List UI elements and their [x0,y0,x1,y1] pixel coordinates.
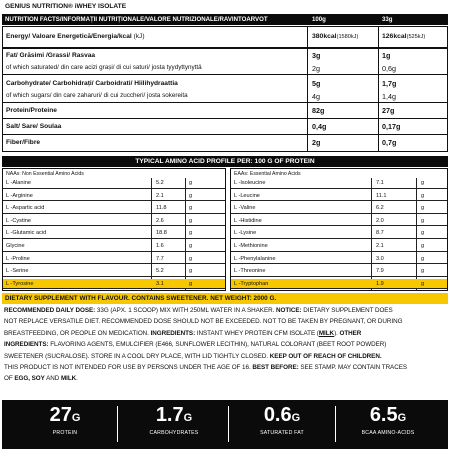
amino-value: 2.0 [376,217,384,224]
sugars-label: of which sugars/ din care zaharuri/ di cui zuccheri/ josta sokereita [6,92,188,99]
text-line-dose: RECOMMENDED DAILY DOSE: 33G (APX. 1 SCOOP) MIX WITH 250ML WATER IN A SHAKER. NOTICE: DIETARY SUPPLEMENT DOES [4,307,393,314]
amino-value: 5.2 [156,268,164,275]
stat-carbohydrates: 1.7G CARBOHYDRATES [149,404,199,436]
protein-33g: 27g [382,106,395,115]
amino-row [231,191,447,202]
non-essential-amino-table [2,168,226,291]
amino-value: 11.1 [376,192,387,199]
amino-value: 3.1 [156,280,164,287]
amino-value: 2.1 [376,243,384,249]
fiber-33g: 0,7g [382,138,397,147]
fiber-100g: 2g [312,138,321,147]
stat-bcaa: 6.5G BCAA AMINO-ACIDS [361,404,415,436]
amino-row [3,191,225,202]
amino-value: 1.6 [156,243,164,249]
amino-row [3,279,225,290]
amino-value: 7.7 [156,255,164,262]
text-line-allergens: OF EGG, SOY AND MILK. [4,375,78,383]
naa-heading: NAAs: Non Essential Amino Acids [6,171,84,177]
row-carbohydrate [3,75,447,103]
stat-saturated-fat: 0.6G SATURATED FAT [260,404,304,436]
amino-name: L -Serine [6,268,29,275]
amino-name: L -Histidine [234,217,262,224]
amino-value: 11.8 [156,205,167,212]
amino-name: L -Glutamic acid [6,230,47,237]
salt-100g: 0,4g [312,122,327,131]
text-line-notice: NOT REPLACE VERSATILE DIET. RECOMMENDED DOSE SHOULD NOT BE EXCEEDED. NOT TO BE TAKEN BY PREGNANT, OR DURING [4,318,403,326]
amino-unit: g [189,180,193,186]
amino-row [3,241,225,252]
amino-name: L -Proline [6,255,30,262]
text-line-other-ingredients: INGREDIENTS: FLAVORING AGENTS, EMULCIFIER (E466, SUNFLOWER LECITHIN), NATURAL COLORANT (BEET ROOT POWDER) [4,341,387,349]
fat-33g: 1g [382,51,391,60]
row-fat [3,49,447,75]
amino-row [3,266,225,277]
row-protein [3,103,447,119]
amino-unit: g [421,217,425,224]
amino-unit: g [421,230,425,237]
amino-row [231,178,447,189]
amino-name: L -Phenylalanine [234,255,276,262]
fat-100g: 3g [312,51,321,60]
amino-row [3,216,225,227]
eaa-heading: EAAs: Essential Amino Acids [234,171,301,177]
saturates-label: of which saturated/ din care acizi grași/ di cui saturi/ josta tyydyttynyttä [6,64,202,71]
energy-100g: 380kcal(1580kJ) [312,33,359,40]
amino-unit: g [189,280,193,287]
fiber-label: Fiber/Fibre [6,139,41,146]
essential-amino-table [230,168,448,291]
amino-unit: g [189,192,193,199]
text-line-ingredients: BREASTFEEDING, OR PEOPLE ON MEDICATION. INGREDIENTS: INSTANT WHEY PROTEIN CFM ISOLATE (MILK). OTHER [4,329,362,337]
amino-value: 3.0 [376,255,384,262]
row-energy [3,27,447,49]
amino-unit: g [189,255,193,262]
dietary-supplement-banner: DIETARY SUPPLEMENT WITH FLAVOUR. CONTAINS SWEETENER. NET WEIGHT: 2000 G. [2,293,448,304]
text-line-age-warning: THIS PRODUCT IS NOT INTENDED FOR USE BY PERSONS UNDER THE AGE OF 16. BEST BEFORE: SEE STAMP. MAY CONTAIN TRACES [4,364,408,371]
amino-name: L -Leucine [234,192,260,199]
nutrition-header-bar [2,14,448,25]
amino-name: L -Threonine [234,268,266,275]
sugars-33g: 1,4g [382,92,396,101]
amino-row [3,178,225,189]
amino-value: 6.2 [376,205,384,212]
salt-label: Salt/ Sare/ Soulaa [6,123,62,130]
column-100g-header: 100g [312,16,326,23]
stat-protein: 27G PROTEIN [49,404,81,436]
amino-name: L -Arginine [6,192,33,199]
amino-row [231,241,447,252]
row-salt [3,119,447,135]
amino-row [231,203,447,214]
amino-row [231,228,447,239]
column-33g-header: 33g [382,16,393,23]
row-fiber [3,135,447,151]
amino-value: 7.1 [376,180,384,186]
amino-unit: g [189,230,193,237]
amino-row [3,228,225,239]
amino-row [231,216,447,227]
amino-row [231,279,447,290]
amino-value: 5.2 [156,180,164,186]
fat-label: Fat/ Grăsimi /Grassi/ Rasvaa [6,52,96,59]
amino-value: 8.7 [376,230,384,237]
stat-divider [228,406,229,442]
amino-name: L -Tyrosine [6,280,34,287]
carbohydrate-33g: 1,7g [382,79,397,88]
amino-unit: g [421,280,425,287]
nutrition-table [2,26,448,152]
saturates-33g: 0,6g [382,64,396,73]
saturates-100g: 2g [312,64,320,73]
stat-divider [335,406,336,442]
amino-unit: g [189,205,193,212]
nutrition-header-label: NUTRITION FACTS/INFORMAȚII NUTRIȚIONALE/VALORE NUTRIZIONALE/RAVINTOARVOT [5,16,268,23]
amino-name: L -Valine [234,205,256,212]
energy-label: Energy/ Valoare Energetică/Energia/kcal (kJ) [6,33,145,40]
carbohydrate-label: Carbohydrate/ Carbohidrați/ Carboidrati/ Hiilihydraattia [6,80,178,87]
stat-divider [117,406,118,442]
amino-value: 1.9 [376,280,384,287]
amino-value: 18.8 [156,230,167,237]
energy-33g: 126kcal(525kJ) [382,33,426,40]
amino-value: 2.1 [156,192,164,199]
amino-name: L -Lysine [234,230,257,237]
amino-unit: g [189,268,193,275]
amino-name: L -Isoleucine [234,180,266,186]
amino-value: 2.6 [156,217,164,224]
amino-unit: g [421,268,425,275]
amino-row [231,266,447,277]
amino-value: 7.9 [376,268,384,275]
amino-unit: g [421,180,425,186]
text-line-storage: SWEETENER (SUCRALOSE). STORE IN A COOL DRY PLACE, WITH LID TIGHTLY CLOSED. KEEP OUT OF REACH OF CHILDREN. [4,352,382,360]
key-stats-footer [2,400,448,449]
amino-name: L -Alanine [6,180,31,186]
amino-unit: g [421,205,425,212]
amino-profile-title: TYPICAL AMINO ACID PROFILE PER: 100 G OF PROTEIN [2,156,448,167]
amino-unit: g [189,243,193,249]
amino-row [3,254,225,265]
protein-100g: 82g [312,106,325,115]
carbohydrate-100g: 5g [312,79,321,88]
protein-label: Protein/Proteine [6,107,57,114]
amino-name: L -Aspartic acid [6,205,45,212]
amino-name: L -Methionine [234,243,268,249]
sugars-100g: 4g [312,92,320,101]
amino-name: Glycine [6,243,25,249]
salt-33g: 0,17g [382,122,401,131]
product-title: GENIUS NUTRITION® iWHEY ISOLATE [5,3,127,10]
amino-name: L -Cystine [6,217,31,224]
amino-unit: g [421,255,425,262]
amino-unit: g [421,192,425,199]
amino-name: L -Tryptophan [234,280,269,287]
amino-unit: g [421,243,425,249]
amino-unit: g [189,217,193,224]
amino-row [3,203,225,214]
amino-row [231,254,447,265]
